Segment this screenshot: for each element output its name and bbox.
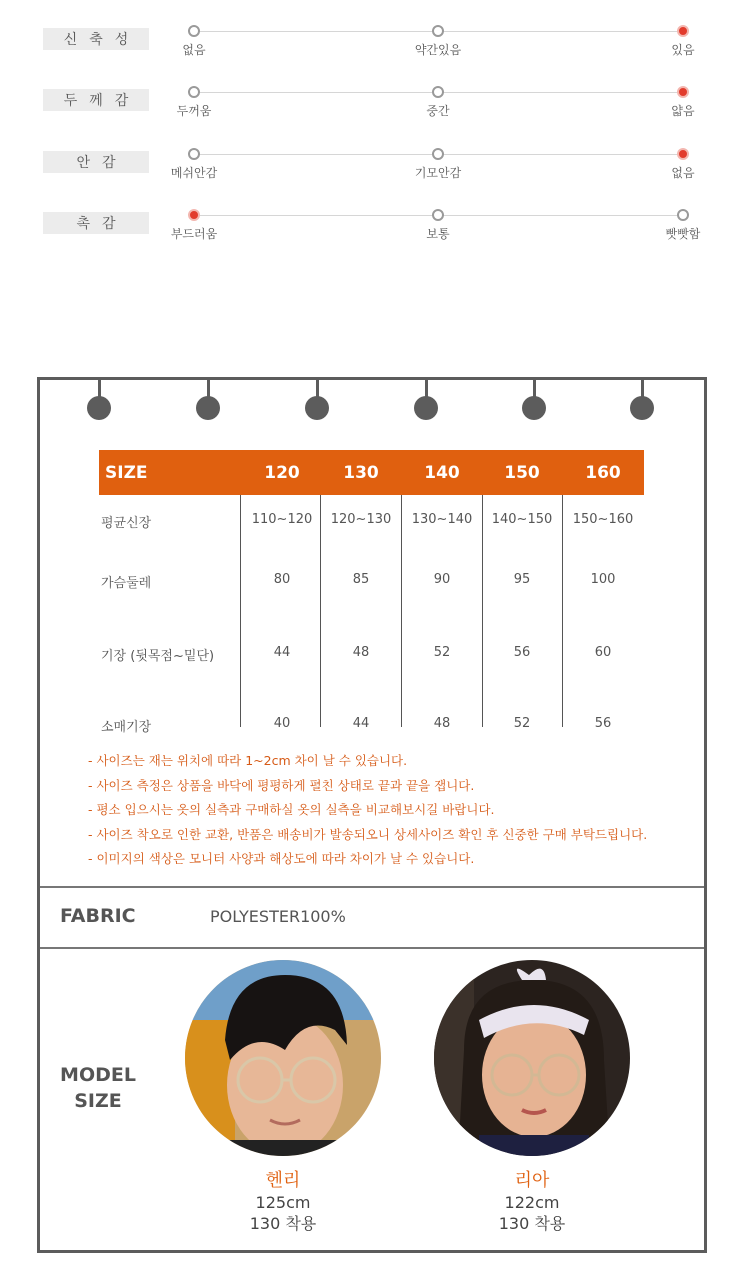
size-cell: 48 xyxy=(433,716,451,731)
column-divider xyxy=(240,495,241,727)
pin-ball xyxy=(196,396,220,420)
attribute-row xyxy=(0,89,750,129)
size-card xyxy=(37,377,707,1253)
option-label: 없음 xyxy=(182,43,206,57)
size-row-label: 평균신장 xyxy=(101,516,152,531)
size-note: - 평소 입으시는 옷의 실측과 구매하실 옷의 실측을 비교해보시길 바랍니다. xyxy=(88,802,495,817)
selected-dot xyxy=(677,25,689,37)
pin-stem xyxy=(641,380,644,397)
attribute-row xyxy=(0,151,750,191)
size-header-cell: 130 xyxy=(343,463,379,483)
model-name: 리아 xyxy=(514,1170,550,1191)
option-dot xyxy=(432,25,444,37)
pin-stem xyxy=(98,380,101,397)
size-note: - 사이즈 착오로 인한 교환, 반품은 배송비가 발송되오니 상세사이즈 확인 후 신중한 구매 부탁드립니다. xyxy=(88,826,648,842)
size-cell: 90 xyxy=(433,572,451,587)
column-divider xyxy=(320,495,321,727)
fabric-value: POLYESTER100% xyxy=(210,907,346,926)
selected-dot xyxy=(677,86,689,98)
size-cell: 60 xyxy=(594,645,612,660)
pin-ball xyxy=(414,396,438,420)
model-height: 122cm xyxy=(504,1193,560,1212)
option-label: 얇음 xyxy=(671,104,695,118)
size-notes xyxy=(88,749,647,872)
divider xyxy=(40,947,704,949)
size-header-label: SIZE xyxy=(105,463,148,483)
attribute-row xyxy=(0,212,750,252)
size-cell: 48 xyxy=(352,645,370,660)
size-cell: 44 xyxy=(273,645,291,660)
size-cell: 56 xyxy=(594,716,612,731)
model-photo-henry xyxy=(185,960,381,1156)
fabric-title: FABRIC xyxy=(60,905,136,927)
attribute-label: 안감 xyxy=(43,151,149,173)
size-note: - 이미지의 색상은 모니터 사양과 해상도에 따라 차이가 날 수 있습니다. xyxy=(88,851,475,866)
option-dot xyxy=(432,86,444,98)
size-cell: 110~120 xyxy=(251,512,313,527)
size-cell: 40 xyxy=(273,716,291,731)
size-row-label: 기장 (뒷목점~밑단) xyxy=(101,649,215,664)
size-table-header xyxy=(99,450,644,495)
option-label: 약간있음 xyxy=(414,43,462,57)
size-header-cell: 120 xyxy=(264,463,300,483)
option-dot xyxy=(677,209,689,221)
size-cell: 52 xyxy=(433,645,451,660)
size-cell: 80 xyxy=(273,572,291,587)
model-lia xyxy=(432,960,632,1234)
size-table xyxy=(99,450,644,774)
size-cell: 100 xyxy=(590,572,616,587)
size-cell: 52 xyxy=(513,716,531,731)
model-wear: 130 착용 xyxy=(498,1214,566,1233)
model-height: 125cm xyxy=(255,1193,311,1212)
option-label: 있음 xyxy=(671,43,695,57)
column-divider xyxy=(401,495,402,727)
pin-stem xyxy=(533,380,536,397)
pin-stem xyxy=(425,380,428,397)
option-dot xyxy=(432,209,444,221)
model-title-line1: MODEL xyxy=(60,1064,136,1086)
selected-dot xyxy=(188,209,200,221)
size-cell: 140~150 xyxy=(491,512,553,527)
size-cell: 130~140 xyxy=(411,512,473,527)
attribute-label: 촉감 xyxy=(43,212,149,234)
size-header-cell: 150 xyxy=(504,463,540,483)
size-cell: 95 xyxy=(513,572,531,587)
model-size-title xyxy=(58,1062,138,1114)
option-label: 두꺼움 xyxy=(176,104,212,118)
option-label: 빳빳함 xyxy=(665,227,701,241)
size-cell: 85 xyxy=(352,572,370,587)
option-dot xyxy=(188,148,200,160)
size-header-cell: 160 xyxy=(585,463,621,483)
selected-dot xyxy=(677,148,689,160)
model-henry xyxy=(183,960,383,1234)
column-divider xyxy=(482,495,483,727)
pin-ball xyxy=(522,396,546,420)
attribute-label: 신축성 xyxy=(43,28,149,50)
pin-ball xyxy=(630,396,654,420)
option-label: 중간 xyxy=(426,104,450,118)
attribute-label: 두께감 xyxy=(43,89,149,111)
size-cell: 44 xyxy=(352,716,370,731)
size-row-label: 가슴둘레 xyxy=(101,576,152,591)
size-note: - 사이즈는 재는 위치에 따라 1~2cm 차이 날 수 있습니다. xyxy=(88,753,408,768)
pin-stem xyxy=(316,380,319,397)
pin-stem xyxy=(207,380,210,397)
option-label: 메쉬안감 xyxy=(170,166,218,180)
size-note: - 사이즈 측정은 상품을 바닥에 평평하게 펼친 상태로 끝과 끝을 잽니다. xyxy=(88,777,475,793)
divider xyxy=(40,886,704,888)
option-label: 부드러움 xyxy=(170,227,218,241)
option-dot xyxy=(188,86,200,98)
pin-ball xyxy=(87,396,111,420)
option-label: 보통 xyxy=(426,227,450,241)
model-photo-lia xyxy=(434,960,630,1156)
model-name: 헨리 xyxy=(265,1170,301,1191)
size-header-cell: 140 xyxy=(424,463,460,483)
pin-ball xyxy=(305,396,329,420)
column-divider xyxy=(562,495,563,727)
model-title-line2: SIZE xyxy=(74,1090,122,1112)
size-cell: 150~160 xyxy=(572,512,634,527)
size-cell: 56 xyxy=(513,645,531,660)
size-row-label: 소매기장 xyxy=(101,720,152,735)
size-cell: 120~130 xyxy=(330,512,392,527)
attribute-row xyxy=(0,28,750,68)
option-label: 없음 xyxy=(671,166,695,180)
model-wear: 130 착용 xyxy=(249,1214,317,1233)
option-dot xyxy=(188,25,200,37)
option-dot xyxy=(432,148,444,160)
option-label: 기모안감 xyxy=(414,166,462,180)
